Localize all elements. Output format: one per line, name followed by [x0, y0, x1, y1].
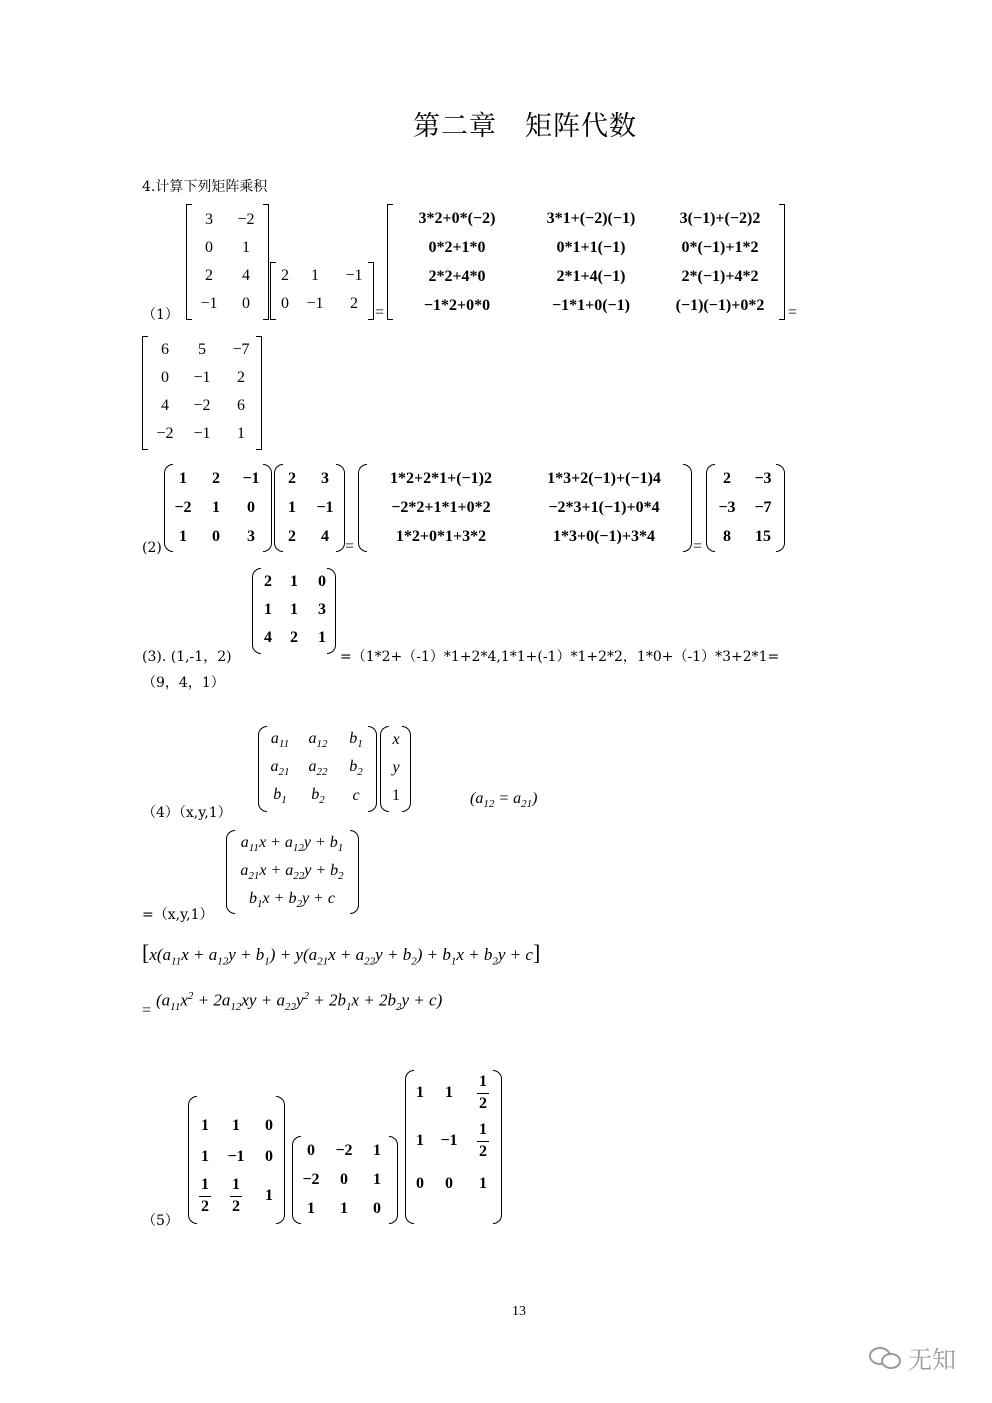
problem-2-label: (2): [142, 540, 162, 556]
p2-A-cell: 2: [212, 469, 220, 487]
p5-C-cell: 1: [445, 1084, 453, 1101]
p4-final-result: $(a_{11}x^2 + 2a_{12}xy + a_{22}y^2 + 2b_1x + 2b_2y + c)$: [156, 990, 443, 1014]
p5-C-cell: 1: [416, 1132, 424, 1149]
p1-expand-cell: 0*2+1*0: [428, 238, 486, 256]
p1-expand-cell: (−1)(−1)+0*2: [675, 296, 765, 314]
problem-5-label: （5）: [142, 1213, 179, 1229]
p2-B-cell: 1: [288, 498, 296, 516]
chat-bubble-icon: [868, 1345, 902, 1371]
p2-A-cell: −1: [242, 469, 260, 487]
p5-matrix-C: [409, 1070, 499, 1202]
p1-expand-cell: 2*(−1)+4*2: [681, 267, 759, 285]
p5-A-cell: 0: [265, 1117, 273, 1134]
p1-B-cell: −1: [345, 267, 363, 284]
p4-symmetry-note: $(a_{12} = a_{21})$: [470, 790, 538, 811]
p1-result-matrix: [148, 336, 260, 450]
p1-expand-cell: −1*1+0(−1): [551, 296, 630, 314]
p5-B-right-paren: [389, 1136, 398, 1224]
p1-A-cell: 1: [242, 239, 250, 256]
p1-expand-cell: 3*1+(−2)(−1): [546, 209, 636, 227]
watermark-text: 无知: [908, 1346, 956, 1374]
p2-expand-cell: −2*2+1*1+0*2: [391, 498, 491, 516]
section-heading: 4.计算下列矩阵乘积: [142, 179, 268, 195]
problem-1-label: （1）: [142, 307, 179, 323]
p2-B-cell: 2: [288, 527, 296, 545]
p3-matrix: [256, 568, 336, 654]
p2-A-cell: −2: [174, 498, 192, 516]
p4-column-vector: $a_{11}x + a_{12}y + b_1$ $a_{21}x + a_{22}y + b_2$ $b_1x + b_2y + c$: [240, 833, 344, 911]
p1-B-cell: 1: [311, 267, 319, 284]
p5-B-cell: 1: [373, 1141, 381, 1159]
p5-C-cell: −1: [440, 1132, 458, 1149]
p2-expanded-product: [362, 464, 688, 552]
p1-result-right-bracket: [256, 336, 262, 450]
p2-expand-cell: 1*2+2*1+(−1)2: [389, 469, 492, 487]
p1-result-cell: −2: [193, 397, 211, 414]
p2-A-cell: 0: [247, 498, 255, 516]
p1-A-cell: 3: [205, 211, 213, 228]
p3-M-cell: 4: [264, 629, 272, 646]
p2-expand-cell: 1*2+0*1+3*2: [395, 527, 487, 545]
p1-expand-cell: 3*2+0*(−2): [418, 209, 496, 227]
p1-A-cell: −1: [200, 295, 218, 312]
p5-A-cell: 1: [201, 1117, 209, 1134]
p2-A-cell: 1: [179, 527, 187, 545]
p1-result-cell: 6: [161, 341, 169, 358]
p5-B-cell: −2: [335, 1141, 353, 1159]
p5-B-cell: 0: [307, 1141, 315, 1159]
p4-final-equals: =: [142, 1002, 152, 1019]
p1-A-cell: −2: [237, 211, 255, 228]
p2-result-cell: 8: [723, 527, 731, 545]
p2-result-cell: −3: [718, 498, 736, 516]
p5-A-cell: 0: [265, 1148, 273, 1165]
p2-A-right-paren: [263, 464, 272, 552]
p2-A-cell: 1: [212, 498, 220, 516]
p3-M-cell: 0: [318, 573, 326, 590]
p1-A-cell: 4: [242, 267, 250, 284]
p3-result: （9，4，1）: [142, 675, 225, 691]
p1-B-cell: 2: [281, 267, 289, 284]
p1-equals-1: =: [375, 304, 385, 321]
p2-matrix-A: [168, 464, 268, 552]
p1-expand-cell: 3(−1)+(−2)2: [679, 209, 761, 227]
p2-result-cell: −3: [754, 469, 772, 487]
p1-B-right-bracket: [368, 262, 374, 320]
p2-result-cell: −7: [754, 498, 772, 516]
p5-C-right-paren: [493, 1070, 502, 1224]
p5-C-cell: $\frac{1}{2}$: [479, 1121, 487, 1160]
p5-B-cell: 1: [307, 1199, 315, 1217]
p4-col-right-paren: [350, 830, 359, 914]
p2-B-cell: 2: [288, 469, 296, 487]
page-title: 第二章 矩阵代数: [413, 111, 637, 142]
p5-C-cell: 1: [416, 1084, 424, 1101]
p2-A-cell: 3: [247, 527, 255, 545]
problem-4-label: （4）（x,y,1）: [142, 805, 232, 821]
p2-result-right-paren: [776, 464, 785, 552]
p3-M-cell: 2: [290, 629, 298, 646]
p1-expand-cell: 2*1+4(−1): [556, 267, 626, 285]
p5-C-cell: 0: [416, 1175, 424, 1192]
p1-result-cell: 0: [161, 369, 169, 386]
p1-expand-cell: −1*2+0*0: [423, 296, 491, 314]
p1-equals-2: =: [788, 304, 798, 321]
p2-result-matrix: [710, 464, 782, 552]
p1-A-cell: 0: [242, 295, 250, 312]
page-number: 13: [512, 1304, 526, 1319]
p1-result-cell: 2: [237, 369, 245, 386]
p3-M-cell: 1: [290, 601, 298, 618]
p1-result-cell: −1: [193, 425, 211, 442]
p2-B-cell: 3: [321, 469, 329, 487]
p5-C-cell: 1: [479, 1175, 487, 1192]
p1-result-cell: 6: [237, 397, 245, 414]
p3-M-cell: 1: [264, 601, 272, 618]
p5-B-cell: 1: [373, 1170, 381, 1188]
p4-coefficient-matrix: $a_{11}$ $a_{12}$ $b_1$ $a_{21}$ $a_{22}$ $b_2$ $b_1$ $b_2$ c: [270, 729, 363, 807]
p5-A-cell: −1: [227, 1148, 245, 1165]
p5-matrix-B: [296, 1136, 392, 1224]
p3-M-cell: 3: [318, 601, 326, 618]
p4-M-right-paren: [368, 726, 377, 812]
p2-expand-cell: 1*3+0(−1)+3*4: [552, 527, 655, 545]
p2-equals-2: =: [693, 538, 703, 555]
p3-M-cell: 1: [290, 573, 298, 590]
p2-A-cell: 0: [212, 527, 220, 545]
p1-matrix-B: [274, 262, 374, 320]
p2-B-cell: 4: [321, 527, 329, 545]
p1-A-right-bracket: [263, 204, 269, 320]
p5-B-cell: 1: [340, 1199, 348, 1217]
p1-B-cell: 0: [281, 295, 289, 312]
p1-result-cell: −1: [193, 369, 211, 386]
p3-M-cell: 2: [264, 573, 272, 590]
p1-matrix-A: [192, 206, 266, 318]
p1-result-cell: −7: [232, 341, 250, 358]
p1-expand-cell: 2*2+4*0: [428, 267, 486, 285]
p4-second-label: =（x,y,1）: [142, 907, 214, 923]
p5-C-cell: 0: [445, 1175, 453, 1192]
p3-M-right-paren: [327, 568, 336, 654]
p1-B-cell: −1: [306, 295, 324, 312]
p1-expand-right-bracket: [779, 204, 785, 320]
p4-expansion: $[x(a_{11}x + a_{12}y + b_1) + y(a_{21}x + a_{22}y + b_2) + b_1x + b_2y + c]$: [142, 940, 541, 968]
p5-A-cell: 1: [265, 1187, 273, 1204]
p2-expand-cell: 1*3+2(−1)+(−1)4: [547, 469, 661, 487]
p5-A-cell: $\frac{1}{2}$: [201, 1176, 209, 1215]
p2-equals-1: =: [345, 538, 355, 555]
p5-B-cell: 0: [373, 1199, 381, 1217]
p3-M-cell: 1: [318, 629, 326, 646]
p1-expand-cell: 0*1+1(−1): [556, 238, 626, 256]
p2-A-cell: 1: [179, 469, 187, 487]
p5-A-right-paren: [276, 1096, 285, 1224]
p2-B-right-paren: [336, 464, 345, 552]
p4-vector: x y 1: [392, 731, 400, 804]
p2-matrix-B: [278, 464, 344, 552]
watermark-logo: [868, 1340, 956, 1375]
p5-A-cell: 1: [232, 1117, 240, 1134]
p2-result-cell: 2: [723, 469, 731, 487]
p2-result-cell: 15: [755, 527, 771, 545]
p5-B-cell: 0: [340, 1170, 348, 1188]
p1-expanded-product: [390, 204, 782, 320]
p1-A-cell: 0: [205, 239, 213, 256]
p1-result-cell: 1: [237, 425, 245, 442]
p2-expand-cell: −2*3+1(−1)+0*4: [548, 498, 660, 516]
p5-A-cell: $\frac{1}{2}$: [232, 1176, 240, 1215]
p2-B-cell: −1: [316, 498, 334, 516]
p5-B-cell: −2: [302, 1170, 320, 1188]
p5-A-cell: 1: [201, 1148, 209, 1165]
p1-expand-cell: 0*(−1)+1*2: [681, 238, 759, 256]
p1-result-cell: −2: [156, 425, 174, 442]
problem-3-label: (3). (1,-1，2): [142, 649, 232, 665]
p2-expand-right-paren: [683, 464, 692, 552]
p3-computation: =（1*2+（-1）*1+2*4,1*1+(-1）*1+2*2，1*0+（-1）*3+2*1=: [340, 649, 780, 665]
p1-result-cell: 4: [161, 397, 169, 414]
p5-C-cell: $\frac{1}{2}$: [479, 1073, 487, 1112]
p1-A-cell: 2: [205, 267, 213, 284]
p1-result-cell: 5: [198, 341, 206, 358]
p4-v-right-paren: [402, 726, 411, 812]
p1-B-cell: 2: [350, 295, 358, 312]
p5-matrix-A: [192, 1110, 284, 1220]
